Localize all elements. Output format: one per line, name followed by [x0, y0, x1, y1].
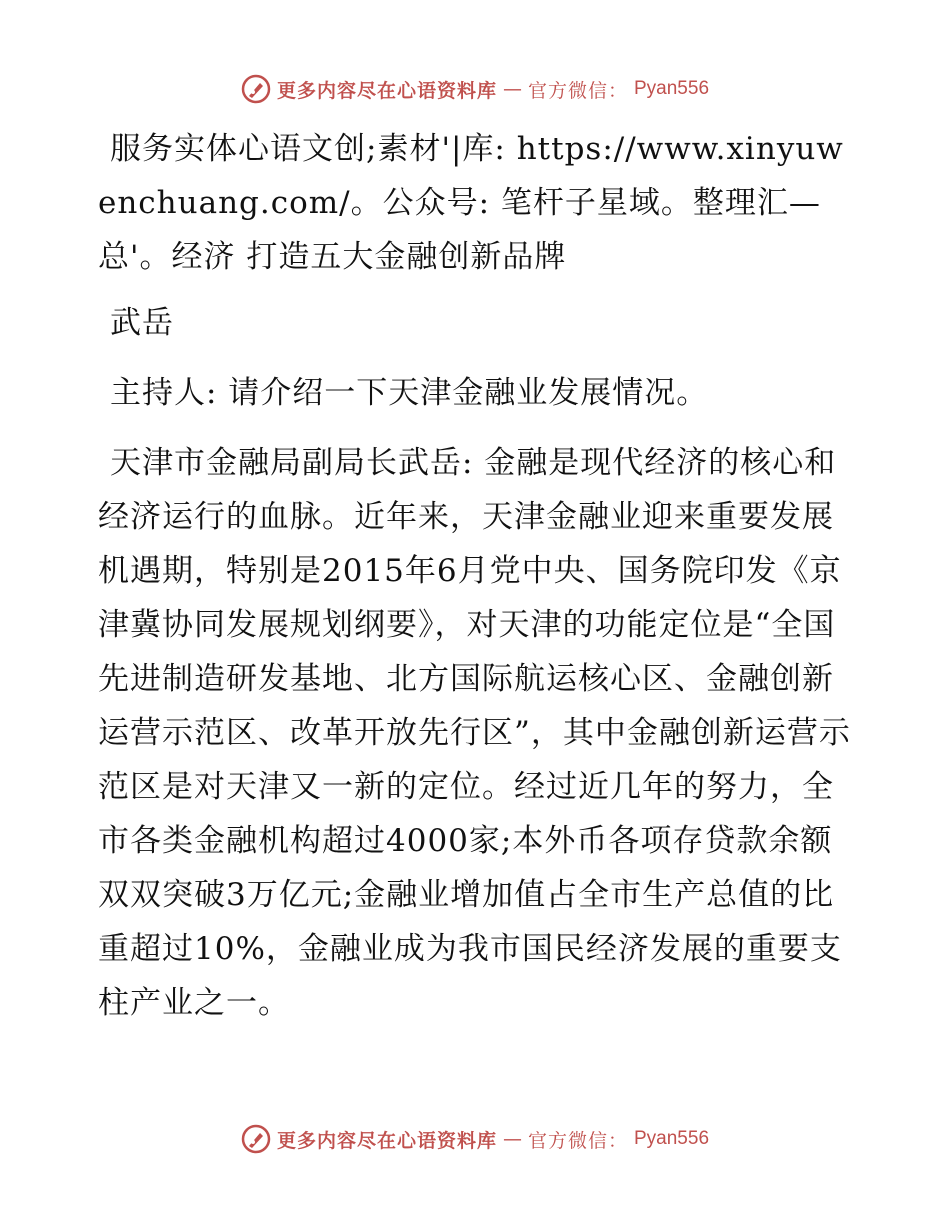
banner-dash: — — [502, 1128, 522, 1150]
banner-brand: 更多内容尽在心语资料库 — [276, 79, 497, 102]
host-question: 主持人: 请介绍一下天津金融业发展情况。 — [110, 375, 709, 411]
answer-paragraph: 天津市金融局副局长武岳: 金融是现代经济的核心和经济运行的血脉。近年来，天津金融业迎来重要发展机遇期，特别是2015年6月党中央、国务院印发《京津冀协同发展规划纲要》，对天津的功能定位是“全国先进制造研发基地、北方国际航运核心区、金融创新运营示范区、改革开放先行区”，其中金融创新运营示范区是对天津又一新的定位。经过近几年的努力，全市各类金融机构超过4000家;本外币各项存贷款余额双双突破3万亿元;金融业增加值占全市生产总值的比重超过10%，金融业成为我市国民经济发展的重要支柱产业之一。 — [98, 445, 851, 1021]
banner-handle: Pyan556 — [634, 78, 710, 99]
banner-official: 官方微信： — [527, 79, 628, 102]
footer-watermark — [0, 1124, 950, 1154]
header-watermark — [0, 74, 950, 104]
intro-paragraph: 服务实体心语文创;素材'|库: https://www.xinyuwenchuang.com/。公众号: 笔杆子星域。整理汇—总'。经济 打造五大金融创新品牌 — [98, 131, 844, 275]
pen-logo-icon — [241, 74, 271, 104]
banner-official: 官方微信： — [527, 1129, 628, 1152]
article-body — [98, 122, 858, 1030]
banner-handle: Pyan556 — [634, 1128, 710, 1149]
pen-logo-icon — [241, 1124, 271, 1154]
banner-brand: 更多内容尽在心语资料库 — [276, 1129, 497, 1152]
banner-dash: — — [502, 78, 522, 100]
author-name: 武岳 — [110, 305, 174, 341]
